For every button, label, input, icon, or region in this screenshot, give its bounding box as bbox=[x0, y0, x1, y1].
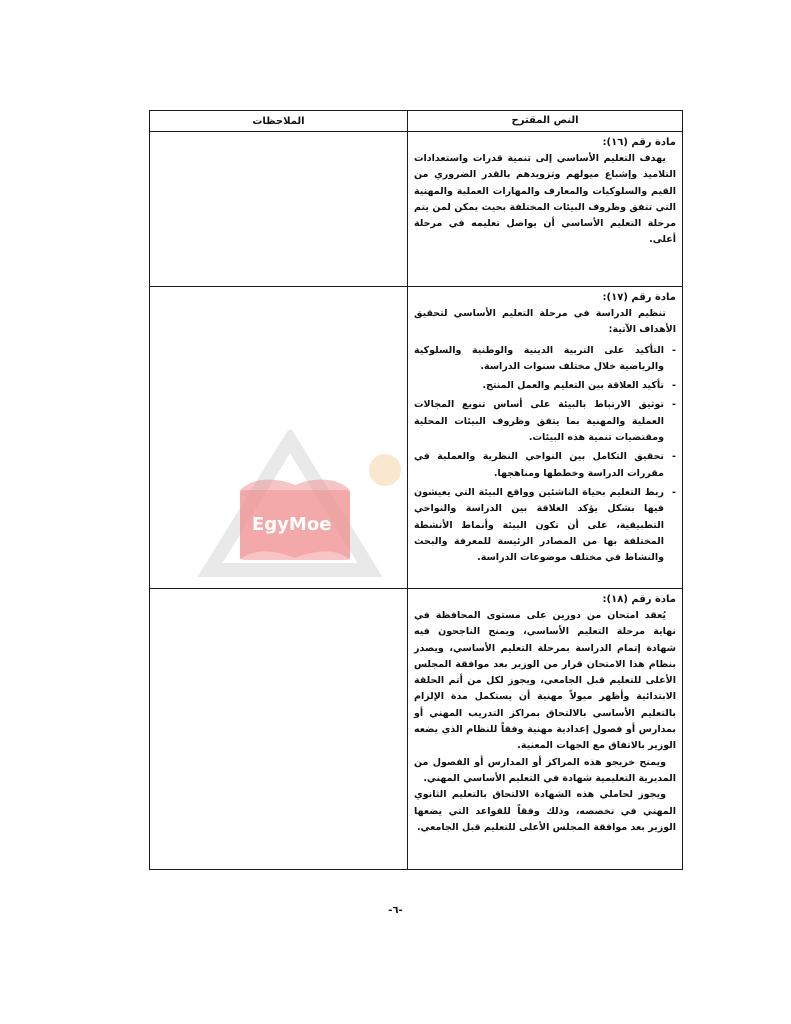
article-17-list bbox=[414, 343, 676, 567]
header-proposed-text: النص المقترح bbox=[511, 115, 579, 126]
list-item: - تحقيق التكامل بين النواحي النظرية والعملية في مقررات الدراسة وخططها ومناهجها. bbox=[414, 451, 676, 479]
article-18-paragraph-1: يُعقد امتحان من دورين على مستوى المحافظة في نهاية مرحلة التعليم الأساسي، ويمنح الناجحون فيه شهادة إتمام الدراسة بمرحلة التعليم الأساسي، ويصدر بنظام هذا الامتحان قرار من الوزير بعد موافقة المجلس الأعلى للتعليم قبل الجامعي، ويجوز لكل من أتم الحلقة الابتدائية وأظهر ميولاً مهنية أن يستكمل مدة الإلزام بالتعليم الأساسي بالالتحاق بمراكز التدريب المهني أو بمدارس أو فصول إعدادية مهنية وفقاً للنظام الذي يضعه الوزير بالاتفاق مع الجهات المعنية. bbox=[414, 610, 676, 752]
list-item: - التأكيد على التربية الدينية والوطنية والسلوكية والرياضية خلال مختلف سنوات الدراسة. bbox=[414, 344, 676, 372]
table-row-article-17 bbox=[150, 286, 682, 588]
article-18-title: مادة رقم (١٨): bbox=[602, 594, 676, 605]
article-18-paragraph-3: ويجوز لحاملي هذه الشهادة الالتحاق بالتعليم الثانوي المهني في تخصصه، وذلك وفقاً للقواعد التي يضعها الوزير بعد موافقة المجلس الأعلى للتعليم قبل الجامعي. bbox=[414, 789, 676, 833]
article-17-title: مادة رقم (١٧): bbox=[602, 292, 676, 303]
page-number: -٦- bbox=[388, 905, 403, 916]
document-table bbox=[149, 110, 683, 870]
table-row-article-18 bbox=[150, 588, 682, 869]
table-header-row bbox=[150, 111, 682, 131]
list-item: - ربط التعليم بحياة الناشئين وواقع البيئة التي يعيشون فيها بشكل يؤكد العلاقة بين الدراسة والنواحي التطبيقية، على أن تكون البيئة وأنماط الأنشطة المختلفة بها من المصادر الرئيسة للمعرفة والبحث والنشاط في مختلف موضوعات الدراسة. bbox=[414, 486, 676, 564]
article-17-cell bbox=[408, 287, 682, 588]
article-18-paragraph-2: ويمنح خريجو هذه المراكز أو المدارس أو الفصول من المديرية التعليمية شهادة في التعليم الأساسي المهني. bbox=[414, 756, 676, 784]
table-row-article-16 bbox=[150, 131, 682, 286]
article-16-paragraph: يهدف التعليم الأساسي إلى تنمية قدرات واستعدادات التلاميذ وإشباع ميولهم وتزويدهم بالقدر الضروري من القيم والسلوكيات والمعارف والمهارات العملية والمهنية التي تتفق وظروف البيئات المختلفة بحيث يمكن لمن يتم مرحلة التعليم الأساسي أن يواصل تعليمه في مرحلة أعلى. bbox=[414, 153, 676, 246]
article-18-notes bbox=[150, 589, 408, 869]
svg-text:EgyMoe: EgyMoe bbox=[252, 514, 332, 535]
article-17-intro: تنظيم الدراسة في مرحلة التعليم الأساسي لتحقيق الأهداف الآتية: bbox=[414, 308, 676, 336]
header-notes: الملاحظات bbox=[150, 111, 408, 131]
list-item: - تأكيد العلاقة بين التعليم والعمل المنتج. bbox=[482, 380, 676, 392]
article-18-cell bbox=[408, 589, 682, 869]
article-16-notes bbox=[150, 132, 408, 286]
article-17-notes bbox=[150, 287, 408, 588]
article-16-cell bbox=[408, 132, 682, 286]
list-item: - توثيق الارتباط بالبيئة على أساس تنويع المجالات العملية والمهنية بما يتفق وظروف البيئات المحلية ومقتضيات تنمية هذه البيئات. bbox=[414, 399, 676, 444]
article-16-title: مادة رقم (١٦): bbox=[602, 137, 676, 148]
